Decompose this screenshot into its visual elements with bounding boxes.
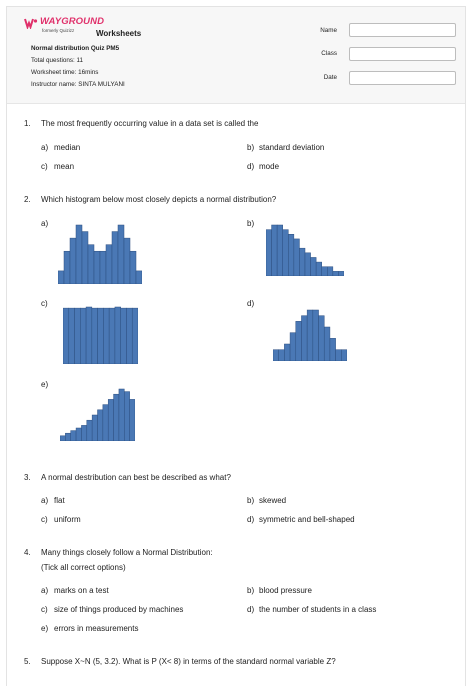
histogram-bar <box>100 251 106 284</box>
class-label: Class <box>321 50 337 57</box>
histogram-bar <box>124 238 130 284</box>
option-text[interactable]: marks on a test <box>54 586 109 595</box>
histogram-bar <box>136 271 142 284</box>
option-letter: a) <box>41 496 49 505</box>
histogram-bar <box>316 262 322 276</box>
histogram-bar <box>132 308 138 364</box>
option-letter: a) <box>41 586 49 595</box>
histogram-bar <box>86 307 92 364</box>
option-text[interactable]: skewed <box>259 496 287 505</box>
histogram-bar <box>290 333 296 361</box>
option-letter: d) <box>247 605 255 614</box>
histogram-bar <box>82 232 88 284</box>
histogram-b[interactable] <box>266 224 344 276</box>
worksheet-time: Worksheet time: 16mins <box>31 69 99 76</box>
histogram-bar <box>311 257 317 276</box>
option-letter: c) <box>41 515 48 524</box>
histogram-bar <box>98 308 104 364</box>
section-title: Worksheets <box>96 29 142 38</box>
histogram-bar <box>307 310 313 361</box>
histogram-bar <box>272 225 278 276</box>
histogram-bar <box>118 225 124 284</box>
brand-name: WAYGROUND <box>40 16 105 27</box>
option-letter[interactable]: d) <box>247 299 255 308</box>
question-text: The most frequently occurring value in a data set is called the <box>41 119 259 128</box>
option-text[interactable]: standard deviation <box>259 143 325 152</box>
histogram-bar <box>338 271 344 276</box>
histogram-bar <box>63 308 69 364</box>
histogram-bar <box>333 271 339 276</box>
option-letter: d) <box>247 162 255 171</box>
histogram-bar <box>319 316 325 361</box>
option-text[interactable]: mean <box>54 162 75 171</box>
histogram-bar <box>305 253 311 276</box>
histogram-bar <box>60 436 65 441</box>
option-letter[interactable]: b) <box>247 219 255 228</box>
histogram-bar <box>130 399 135 441</box>
option-text[interactable]: the number of students in a class <box>259 605 377 614</box>
name-field[interactable] <box>349 23 456 37</box>
option-text[interactable]: symmetric and bell-shaped <box>259 515 355 524</box>
question-text: Suppose X~N (5, 3.2). What is P (X< 8) in terms of the standard normal variable Z? <box>41 657 336 666</box>
question-number: 2. <box>24 195 31 204</box>
question-number: 4. <box>24 548 31 557</box>
option-letter: b) <box>247 143 255 152</box>
histogram-bar <box>341 350 347 361</box>
option-text[interactable]: blood pressure <box>259 586 312 595</box>
histogram-bar <box>313 310 319 361</box>
histogram-bar <box>279 350 285 361</box>
histogram-bar <box>288 234 294 276</box>
option-text[interactable]: mode <box>259 162 280 171</box>
histogram-bar <box>273 350 279 361</box>
histogram-bar <box>80 308 86 364</box>
question-number: 1. <box>24 119 31 128</box>
histogram-bar <box>75 308 81 364</box>
option-letter: e) <box>41 624 49 633</box>
question-number: 3. <box>24 473 31 482</box>
histogram-bar <box>296 321 302 361</box>
histogram-bar <box>98 410 103 441</box>
histogram-bar <box>124 392 129 441</box>
histogram-bar <box>330 338 336 361</box>
histogram-bar <box>322 267 328 276</box>
histogram-bar <box>126 308 132 364</box>
histogram-bar <box>284 344 290 361</box>
date-field[interactable] <box>349 71 456 85</box>
name-label: Name <box>320 27 337 34</box>
histogram-bar <box>103 405 108 441</box>
option-text[interactable]: median <box>54 143 81 152</box>
histogram-bar <box>58 271 64 284</box>
histogram-bar <box>336 350 342 361</box>
option-text[interactable]: flat <box>54 496 65 505</box>
histogram-bar <box>115 307 121 364</box>
histogram-bar <box>109 308 115 364</box>
histogram-bar <box>94 251 100 284</box>
question-number: 5. <box>24 657 31 666</box>
histogram-d[interactable] <box>273 309 347 361</box>
histogram-bar <box>301 316 307 361</box>
question-text: Which histogram below most closely depicts a normal distribution? <box>41 195 277 204</box>
option-text[interactable]: errors in measurements <box>54 624 139 633</box>
histogram-bar <box>114 394 119 441</box>
histogram-bar <box>65 433 70 441</box>
histogram-bar <box>103 308 109 364</box>
wayground-logo-icon <box>24 17 38 29</box>
histogram-bar <box>88 245 94 284</box>
histogram-bar <box>76 428 81 441</box>
histogram-bar <box>121 308 127 364</box>
histogram-c[interactable] <box>63 306 138 364</box>
histogram-e[interactable] <box>60 388 135 441</box>
histogram-bar <box>283 230 289 276</box>
option-letter: c) <box>41 162 48 171</box>
quiz-title: Normal distribution Quiz PM5 <box>31 45 120 52</box>
histogram-bar <box>327 267 333 276</box>
class-field[interactable] <box>349 47 456 61</box>
option-letter[interactable]: e) <box>41 380 49 389</box>
option-letter: b) <box>247 586 255 595</box>
histogram-bar <box>92 415 97 441</box>
histogram-bar <box>64 251 70 284</box>
histogram-bar <box>130 251 136 284</box>
date-label: Date <box>323 74 337 81</box>
option-letter: c) <box>41 605 48 614</box>
histogram-bar <box>70 238 76 284</box>
histogram-bar <box>277 225 283 276</box>
question-text: A normal destribution can best be described as what? <box>41 473 231 482</box>
histogram-a[interactable] <box>58 224 142 284</box>
histogram-bar <box>71 431 76 441</box>
histogram-bar <box>81 425 86 441</box>
worksheet-header <box>7 7 465 104</box>
instructor-name: Instructor name: SINTA MULYANI <box>31 81 125 88</box>
histogram-bar <box>87 420 92 441</box>
option-letter: d) <box>247 515 255 524</box>
histogram-bar <box>108 399 113 441</box>
histogram-bar <box>92 308 98 364</box>
option-letter: b) <box>247 496 255 505</box>
option-letter[interactable]: c) <box>41 299 48 308</box>
histogram-bar <box>69 308 75 364</box>
histogram-bar <box>299 248 305 276</box>
question-text: Many things closely follow a Normal Distribution: <box>41 548 213 557</box>
question-subtext: (Tick all correct options) <box>41 563 126 572</box>
histogram-bar <box>106 245 112 284</box>
histogram-bar <box>76 225 82 284</box>
option-letter[interactable]: a) <box>41 219 49 228</box>
option-text[interactable]: size of things produced by machines <box>54 605 184 614</box>
option-letter: a) <box>41 143 49 152</box>
total-questions: Total questions: 11 <box>31 57 84 64</box>
histogram-bar <box>119 389 124 441</box>
histogram-bar <box>294 239 300 276</box>
option-text[interactable]: uniform <box>54 515 81 524</box>
histogram-bar <box>266 230 272 276</box>
brand-subtitle: formerly Quizizz <box>42 28 75 33</box>
histogram-bar <box>324 327 330 361</box>
histogram-bar <box>112 232 118 284</box>
